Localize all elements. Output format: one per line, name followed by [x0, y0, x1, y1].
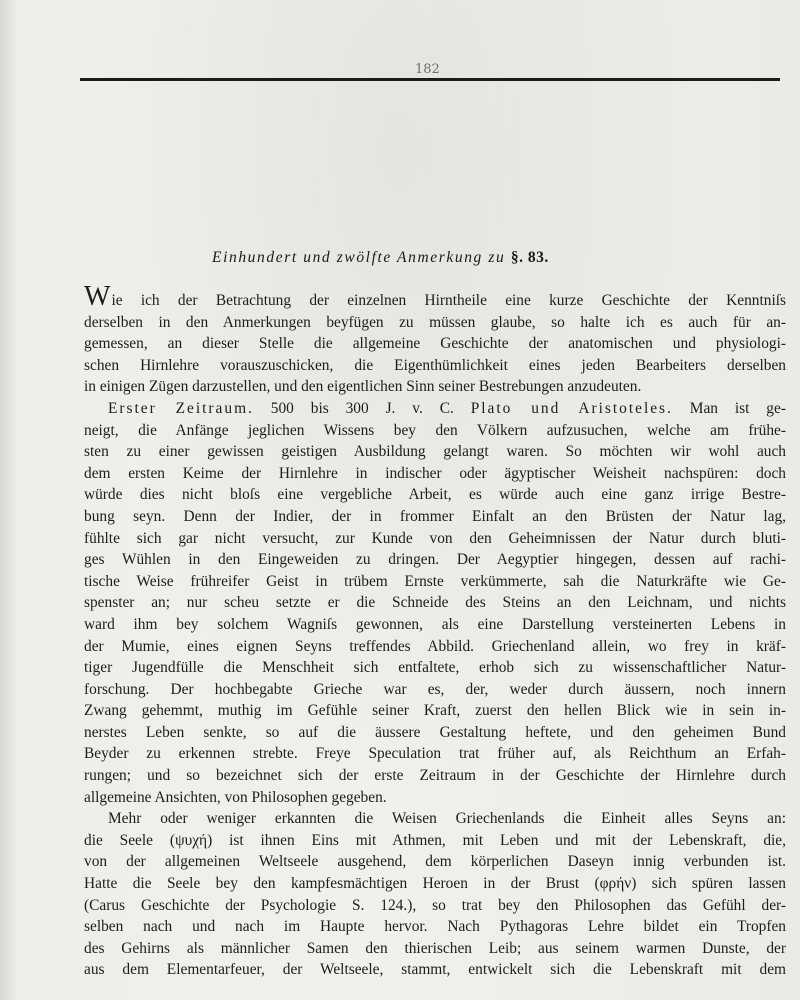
text-line: dem ersten Keime der Hirnlehre in indischer oder ägyptischer Weisheit nachspüren: doch	[84, 464, 786, 482]
text-line: rungen; und so bezeichnet sich der erste Zeitraum in der Geschichte der Hirnlehre durch	[84, 767, 786, 785]
text-line: neigt, die Anfänge jeglichen Wissens bey den Völkern aufzusuchen, welche am frühe-	[84, 421, 786, 439]
heading-text: Einhundert und zwölfte Anmerkung zu	[212, 249, 506, 266]
text-line: fühlte sich gar nicht versucht, zur Kunde von den Geheimnissen der Natur durch bluti-	[84, 529, 786, 547]
drop-cap: W	[84, 281, 111, 312]
era-names: Plato und Aristoteles.	[470, 399, 673, 417]
text-line	[84, 398, 786, 420]
header-rule	[80, 78, 780, 81]
heading-section-ref: §. 83.	[510, 249, 549, 266]
running-page-number: 182	[415, 62, 440, 77]
text-line: spenster an; nur scheu setzte er die Schneide des Steins an den Leichnam, und nichts	[84, 594, 786, 612]
line-text: ie ich der Betrachtung der einzelnen Hirntheile eine kurze Geschichte der Kenntniſs	[111, 292, 786, 309]
text-line: in einigen Zügen darzustellen, und den eigentlichen Sinn seiner Bestrebungen anzudeuten.	[84, 378, 642, 396]
text-line: aus dem Elementarfeuer, der Weltseele, stammt, entwickelt sich die Lebenskraft mit dem	[84, 961, 786, 979]
text-line: (Carus Geschichte der Psychologie S. 124.), so trat bey den Philosophen das Gefühl der-	[84, 896, 786, 914]
text-line: Mehr oder weniger erkannten die Weisen Griechenlands die Einheit alles Seyns an:	[108, 810, 786, 828]
text-line: Zwang gehemmt, muthig im Gefühle seiner Kraft, zuerst den hellen Blick wie in sein in-	[84, 702, 786, 720]
text-line	[84, 281, 786, 312]
era-label: Erster Zeitraum.	[108, 399, 254, 417]
text-line: selben nach und nach im Haupte hervor. Nach Pythagoras Lehre bildet ein Tropfen	[84, 918, 786, 936]
text-line: tische Weise frühreifer Geist in trübem Ernste verkümmerte, sah die Naturkräfte wie Ge-	[84, 572, 786, 590]
text-line: tiger Jugendfülle die Menschheit sich entfaltete, erhob sich zu wissenschaftlicher Natur-	[84, 659, 786, 677]
text-line: gemessen, an dieser Stelle die allgemeine Geschichte der anatomischen und physiologi-	[84, 335, 786, 353]
body-text	[84, 281, 786, 981]
text-line: nerstes Leben senkte, so auf die äussere Gestaltung heftete, und den geheimen Bund	[84, 723, 786, 741]
text-line: bung seyn. Denn der Indier, der in frommer Einfalt an den Brüsten der Natur lag,	[84, 507, 786, 525]
text-line: Hatte die Seele bey den kampfesmächtigen Heroen in der Brust (φρήν) sich spüren lassen	[84, 875, 786, 893]
era-dates: 500 bis 300 J. v. C.	[270, 399, 454, 417]
text-line: der Mumie, eines eignen Seyns treffendes Abbild. Griechenland allein, wo frey in kräf-	[84, 637, 786, 655]
text-line: des Gehirns als männlicher Samen den thierischen Leib; aus seinem warmen Dunste, der	[84, 939, 786, 957]
text-line: ward ihm bey solchem Wagniſs gewonnen, als eine Darstellung versteinerten Lebens in	[84, 615, 786, 633]
text-line: allgemeine Ansichten, von Philosophen gegeben.	[84, 788, 387, 806]
text-line: von der allgemeinen Weltseele ausgehend, dem körperlichen Daseyn innig verbunden ist.	[84, 853, 786, 871]
text-line: schen Hirnlehre vorauszuschicken, die Eigenthümlichkeit eines jeden Bearbeiters derselben	[84, 356, 786, 374]
text-line: sten zu einer gewissen geistigen Ausbildung gelangt waren. So möchten wir wohl auch	[84, 443, 786, 461]
text-line: die Seele (ψυχή) ist ihnen Eins mit Athmen, mit Leben und mit der Lebenskraft, die,	[84, 831, 786, 849]
text-line: würde dies nicht bloſs eine vergebliche Arbeit, es würde auch eine ganz irrige Bestre-	[84, 486, 786, 504]
section-heading	[212, 249, 652, 267]
text-line: forschung. Der hochbegabte Grieche war es, der, weder durch äussern, noch innern	[84, 680, 786, 698]
text-line: derselben in den Anmerkungen beyfügen zu müssen glaube, so halte ich es auch für an-	[84, 313, 786, 331]
text-line: Beyder zu erkennen strebte. Freye Speculation trat früher auf, als Reichthum an Erfah-	[84, 745, 786, 763]
text-line: ges Wühlen in den Eingeweiden zu dringen. Der Aegyptier hingegen, dessen auf rachi-	[84, 551, 786, 569]
line-text: Man ist ge-	[689, 399, 786, 417]
